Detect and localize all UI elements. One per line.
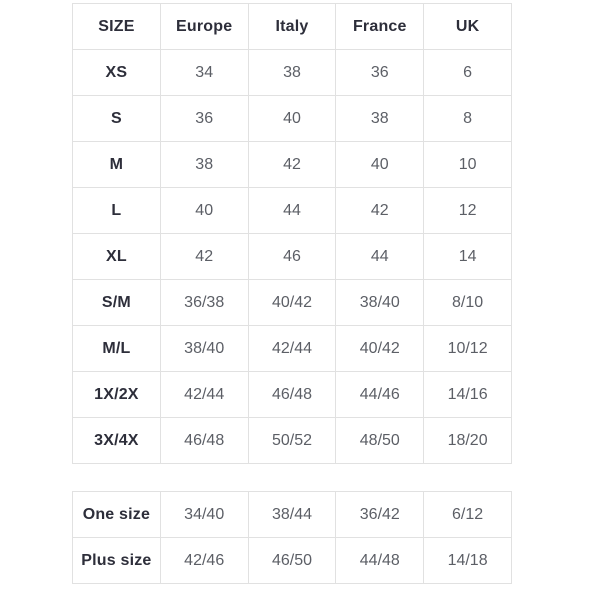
value-cell: 38 (248, 50, 336, 96)
row-label: M (73, 142, 161, 188)
value-cell: 36/42 (336, 492, 424, 538)
row-label: 3X/4X (73, 418, 161, 464)
value-cell: 34 (160, 50, 248, 96)
value-cell: 42/44 (248, 326, 336, 372)
tables-container (72, 3, 512, 584)
value-cell: 46/48 (160, 418, 248, 464)
value-cell: 44 (248, 188, 336, 234)
table-row-l (73, 188, 512, 234)
column-header-size: SIZE (73, 4, 161, 50)
size-conversion-table (72, 3, 512, 464)
value-cell: 14 (424, 234, 512, 280)
value-cell: 10 (424, 142, 512, 188)
value-cell: 40/42 (336, 326, 424, 372)
value-cell: 12 (424, 188, 512, 234)
table-row-plus-size (73, 538, 512, 584)
value-cell: 6/12 (424, 492, 512, 538)
value-cell: 46/50 (248, 538, 336, 584)
row-label: One size (73, 492, 161, 538)
special-sizes-table (72, 491, 512, 584)
value-cell: 40/42 (248, 280, 336, 326)
row-label: M/L (73, 326, 161, 372)
row-label: XL (73, 234, 161, 280)
value-cell: 42 (336, 188, 424, 234)
value-cell: 46/48 (248, 372, 336, 418)
value-cell: 40 (336, 142, 424, 188)
table-row-one-size (73, 492, 512, 538)
value-cell: 38/40 (336, 280, 424, 326)
tables-divider-gap (72, 464, 512, 491)
column-header-uk: UK (424, 4, 512, 50)
value-cell: 40 (248, 96, 336, 142)
value-cell: 46 (248, 234, 336, 280)
row-label: S/M (73, 280, 161, 326)
value-cell: 6 (424, 50, 512, 96)
value-cell: 38/40 (160, 326, 248, 372)
value-cell: 42/46 (160, 538, 248, 584)
value-cell: 14/18 (424, 538, 512, 584)
table-row-ml (73, 326, 512, 372)
value-cell: 14/16 (424, 372, 512, 418)
row-label: L (73, 188, 161, 234)
row-label: XS (73, 50, 161, 96)
value-cell: 38 (336, 96, 424, 142)
row-label: 1X/2X (73, 372, 161, 418)
table-row-xl (73, 234, 512, 280)
value-cell: 36 (160, 96, 248, 142)
value-cell: 44/48 (336, 538, 424, 584)
column-header-france: France (336, 4, 424, 50)
value-cell: 44/46 (336, 372, 424, 418)
value-cell: 40 (160, 188, 248, 234)
column-header-italy: Italy (248, 4, 336, 50)
value-cell: 48/50 (336, 418, 424, 464)
value-cell: 38/44 (248, 492, 336, 538)
value-cell: 38 (160, 142, 248, 188)
value-cell: 34/40 (160, 492, 248, 538)
table-row-m (73, 142, 512, 188)
table-row-s (73, 96, 512, 142)
table-row-3x4x (73, 418, 512, 464)
value-cell: 42 (248, 142, 336, 188)
table-row-xs (73, 50, 512, 96)
header-row (73, 4, 512, 50)
value-cell: 50/52 (248, 418, 336, 464)
table-row-sm (73, 280, 512, 326)
value-cell: 42 (160, 234, 248, 280)
value-cell: 18/20 (424, 418, 512, 464)
row-label: Plus size (73, 538, 161, 584)
value-cell: 10/12 (424, 326, 512, 372)
row-label: S (73, 96, 161, 142)
value-cell: 36/38 (160, 280, 248, 326)
value-cell: 42/44 (160, 372, 248, 418)
value-cell: 44 (336, 234, 424, 280)
column-header-europe: Europe (160, 4, 248, 50)
value-cell: 8 (424, 96, 512, 142)
table-row-1x2x (73, 372, 512, 418)
value-cell: 8/10 (424, 280, 512, 326)
value-cell: 36 (336, 50, 424, 96)
